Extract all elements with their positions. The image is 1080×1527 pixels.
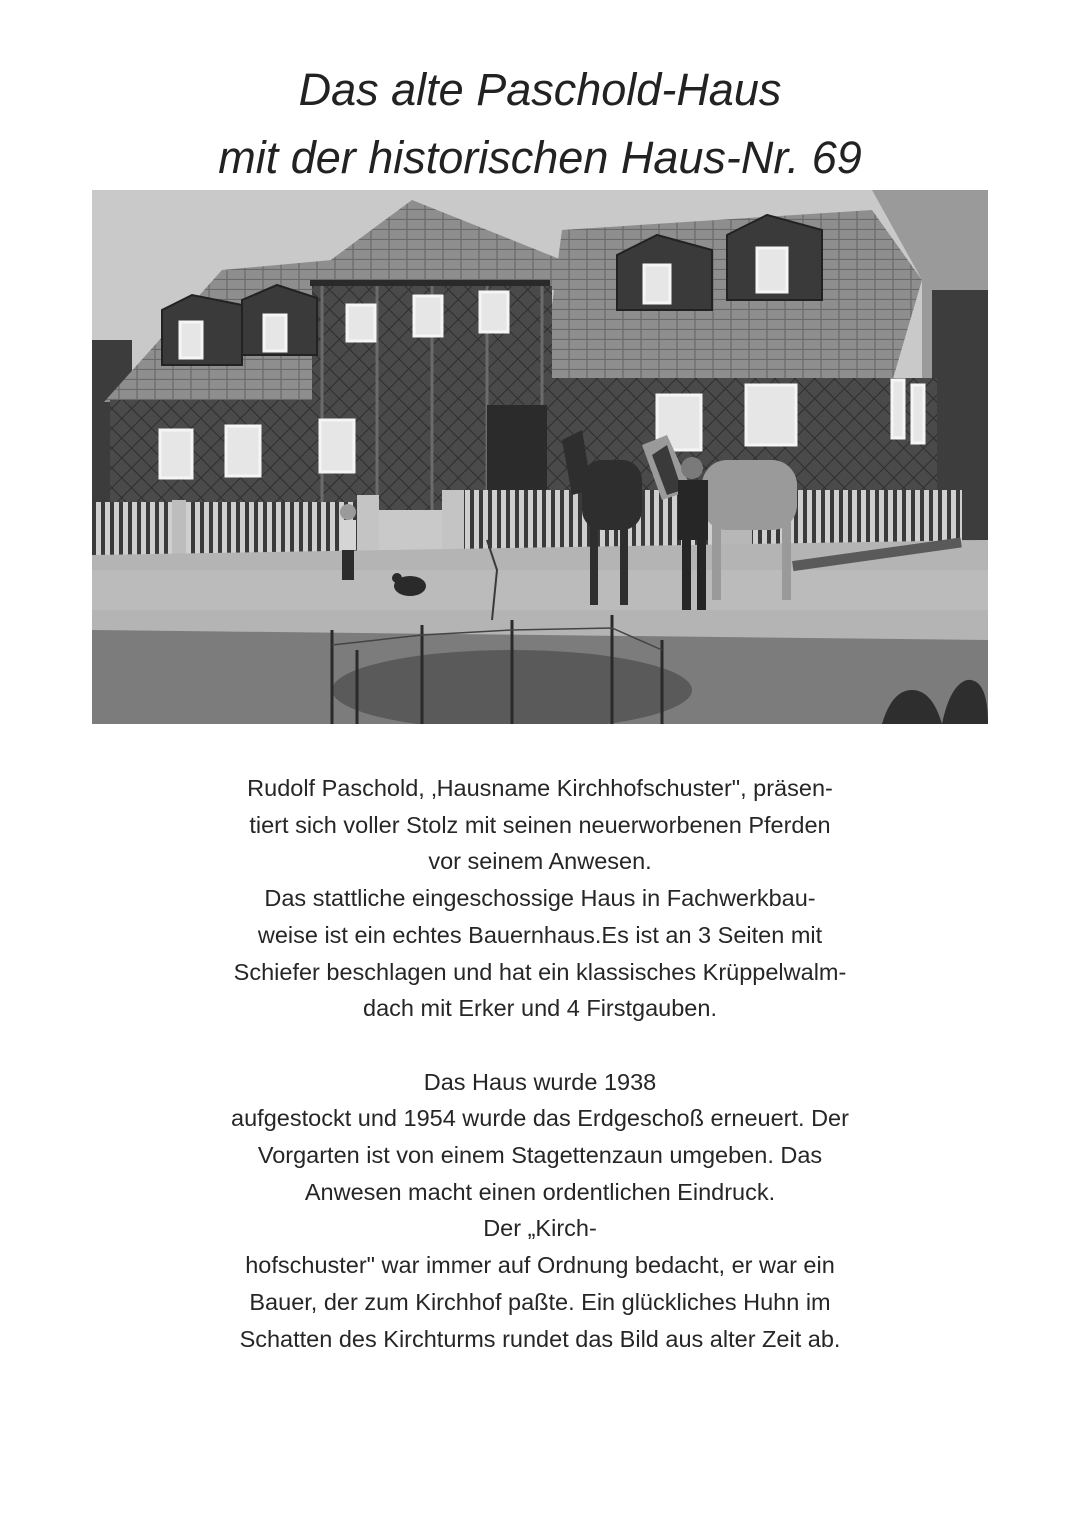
caption-line: Schiefer beschlagen und hat ein klassisches Krüppelwalm-: [233, 958, 847, 985]
photo-caption: [120, 770, 960, 1357]
page-title: [0, 56, 1080, 192]
caption-line: Das Haus wurde 1938: [423, 1068, 657, 1095]
caption-line: dach mit Erker und 4 Firstgauben.: [363, 995, 717, 1022]
photo-illustration: [92, 190, 988, 724]
caption-line: tiert sich voller Stolz mit seinen neuerworbenen Pferden: [249, 811, 831, 838]
caption-line: Schatten des Kirchturms rundet das Bild aus alter Zeit ab.: [239, 1325, 841, 1352]
title-line-2: mit der historischen Haus-Nr. 69: [218, 132, 862, 183]
caption-line: Vorgarten ist von einem Stagettenzaun umgeben. Das: [257, 1142, 823, 1169]
paragraph-gap: [120, 1027, 960, 1064]
caption-line: Rudolf Paschold, ‚Hausname Kirchhofschuster", präsen-: [247, 775, 833, 801]
caption-line: Der „Kirch-: [483, 1215, 597, 1242]
caption-line: weise ist ein echtes Bauernhaus.Es ist an 3 Seiten mit: [257, 921, 823, 948]
caption-line: Das stattliche eingeschossige Haus in Fachwerkbau-: [264, 885, 816, 912]
historic-farmhouse-photo: [92, 190, 988, 724]
caption-line: hofschuster" war immer auf Ordnung bedacht, er war ein: [245, 1252, 835, 1279]
title-line-1: Das alte Paschold-Haus: [298, 64, 782, 115]
caption-line: vor seinem Anwesen.: [428, 848, 652, 875]
caption-line: Bauer, der zum Kirchhof paßte. Ein glückliches Huhn im: [249, 1288, 831, 1315]
caption-line: Anwesen macht einen ordentlichen Eindruck.: [304, 1178, 776, 1205]
caption-line: aufgestockt und 1954 wurde das Erdgeschoß erneuert. Der: [231, 1105, 849, 1132]
